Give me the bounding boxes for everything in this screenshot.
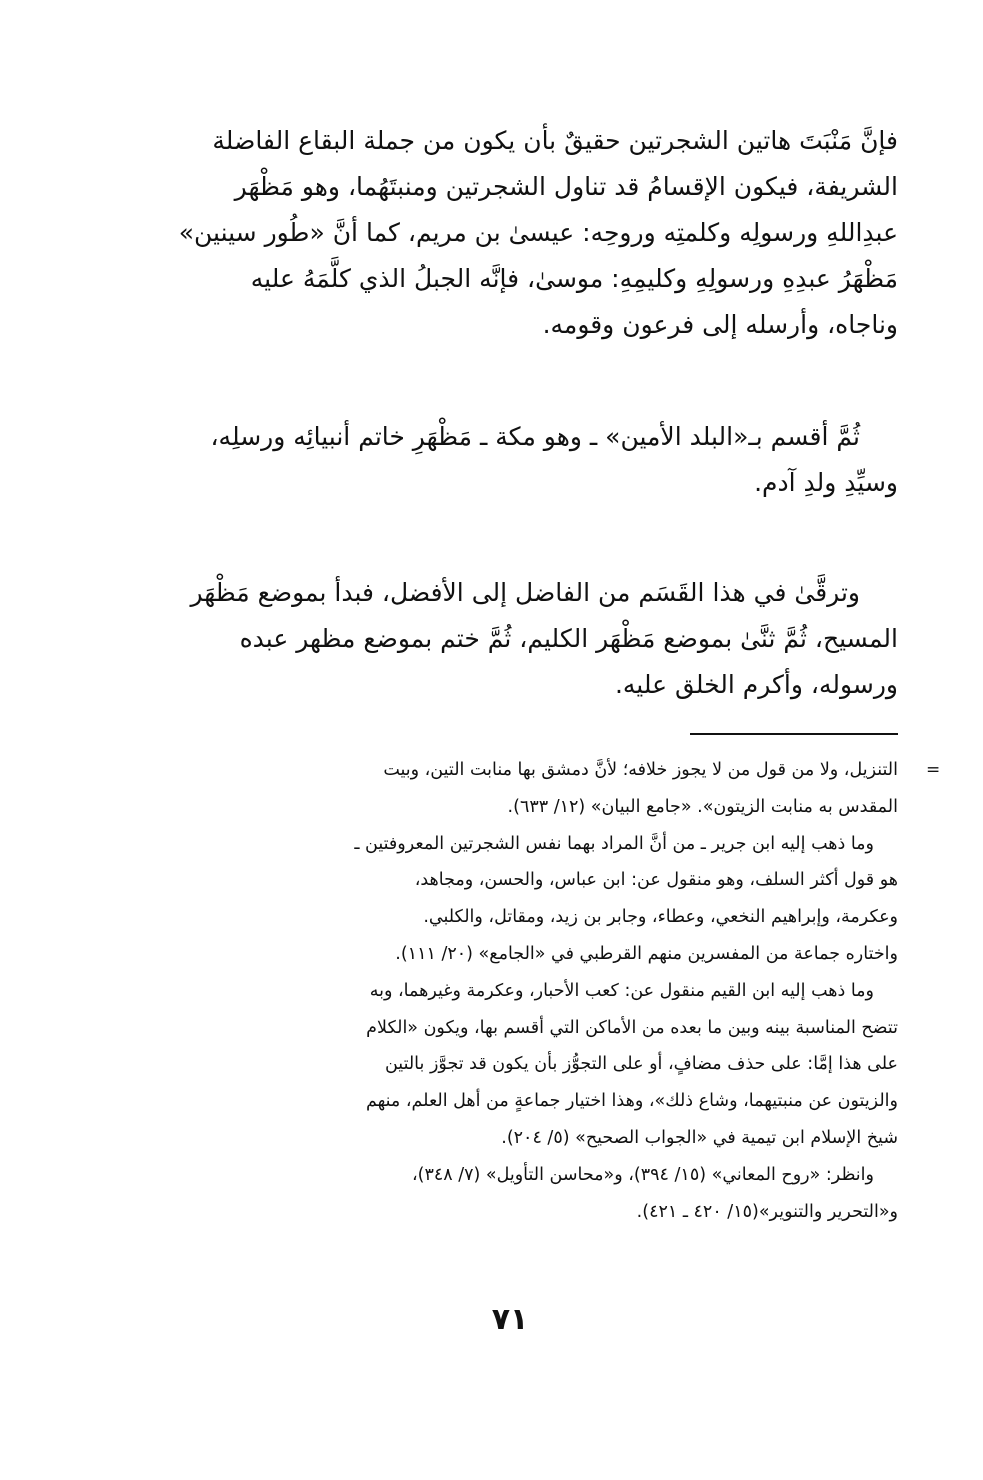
- paragraph-2: [128, 414, 898, 506]
- paragraph-3: [128, 570, 898, 708]
- text-line: فإنَّ مَنْبَتَ هاتين الشجرتين حقيقٌ بأن يكون من جملة البقاع الفاضلة: [212, 126, 898, 155]
- footnote-line: وما ذهب إليه ابن القيم منقول عن: كعب الأحبار، وعكرمة وغيرهما، وبه: [369, 980, 874, 1001]
- text-line: ورسوله، وأكرم الخلق عليه.: [614, 670, 898, 699]
- footnote-line: والزيتون عن منبتيهما، وشاع ذلك»، وهذا اختيار جماعةٍ من أهل العلم، منهم: [365, 1091, 898, 1112]
- text-line: ثُمَّ أقسم بـ«البلد الأمين» ـ وهو مكة ـ مَظْهَرِ خاتم أنبيائِه ورسلِه،: [210, 422, 860, 451]
- footnote-line: واختاره جماعة من المفسرين منهم القرطبي في «الجامع» (٢٠/ ١١١).: [395, 943, 898, 964]
- footnote-line: شيخ الإسلام ابن تيمية في «الجواب الصحيح» (٥/ ٢٠٤).: [501, 1127, 898, 1148]
- footnote-line: تتضح المناسبة بينه وبين ما بعده من الأماكن التي أقسم بها، ويكون «الكلام: [366, 1017, 898, 1038]
- footnote-line: على هذا إمَّا: على حذف مضافٍ، أو على التجوُّز بأن يكون قد تجوَّز بالتين: [384, 1054, 898, 1075]
- footnote-line: و«التحرير والتنوير»(١٥/ ٤٢٠ ـ ٤٢١).: [636, 1201, 898, 1222]
- paragraph-1: [128, 118, 898, 348]
- text-line: عبدِاللهِ ورسولِه وكلمتِه وروحِه: عيسىٰ بن مريم، كما أنَّ «طُور سينين»: [178, 218, 898, 247]
- footnote-line: هو قول أكثر السلف، وهو منقول عن: ابن عباس، والحسن، ومجاهد،: [414, 870, 898, 891]
- text-line: الشريفة، فيكون الإقسامُ قد تناول الشجرتين ومنبتَهُما، وهو مَظْهَر: [234, 172, 898, 201]
- footnote-line: وما ذهب إليه ابن جرير ـ من أنَّ المراد بهما نفس الشجرتين المعروفتين ـ: [354, 833, 874, 854]
- footnote-line: التنزيل، ولا من قول من لا يجوز خلافه؛ لأنَّ دمشق بها منابت التين، وبيت: [383, 760, 898, 780]
- text-line: مَظْهَرُ عبدِهِ ورسولِهِ وكليمِهِ: موسىٰ، فإنَّه الجبلُ الذي كلَّمَهُ عليه: [250, 264, 898, 293]
- footnote-line: وانظر: «روح المعاني» (١٥/ ٣٩٤)، و«محاسن التأويل» (٧/ ٣٤٨)،: [411, 1164, 874, 1185]
- text-line: وترقَّىٰ في هذا القَسَم من الفاضل إلى الأفضل، فبدأ بموضع مَظْهَر: [190, 578, 860, 607]
- text-line: وسيِّدِ ولدِ آدم.: [754, 468, 898, 497]
- footnote-separator: [690, 733, 898, 735]
- footnotes: [130, 752, 898, 1230]
- text-line: المسيح، ثُمَّ ثنَّىٰ بموضع مَظْهَر الكليم، ثُمَّ ختم بموضع مظهر عبده: [239, 624, 898, 653]
- footnote-continuation-mark: =: [926, 760, 941, 780]
- text-line: وناجاه، وأرسله إلى فرعون وقومه.: [542, 310, 898, 339]
- footnote-line: وعكرمة، وإبراهيم النخعي، وعطاء، وجابر بن زيد، ومقاتل، والكلبي.: [423, 907, 898, 928]
- page-number: ٧١: [491, 1302, 529, 1337]
- footnote-line: المقدس به منابت الزيتون». «جامع البيان» (١٢/ ٦٣٣).: [507, 796, 898, 817]
